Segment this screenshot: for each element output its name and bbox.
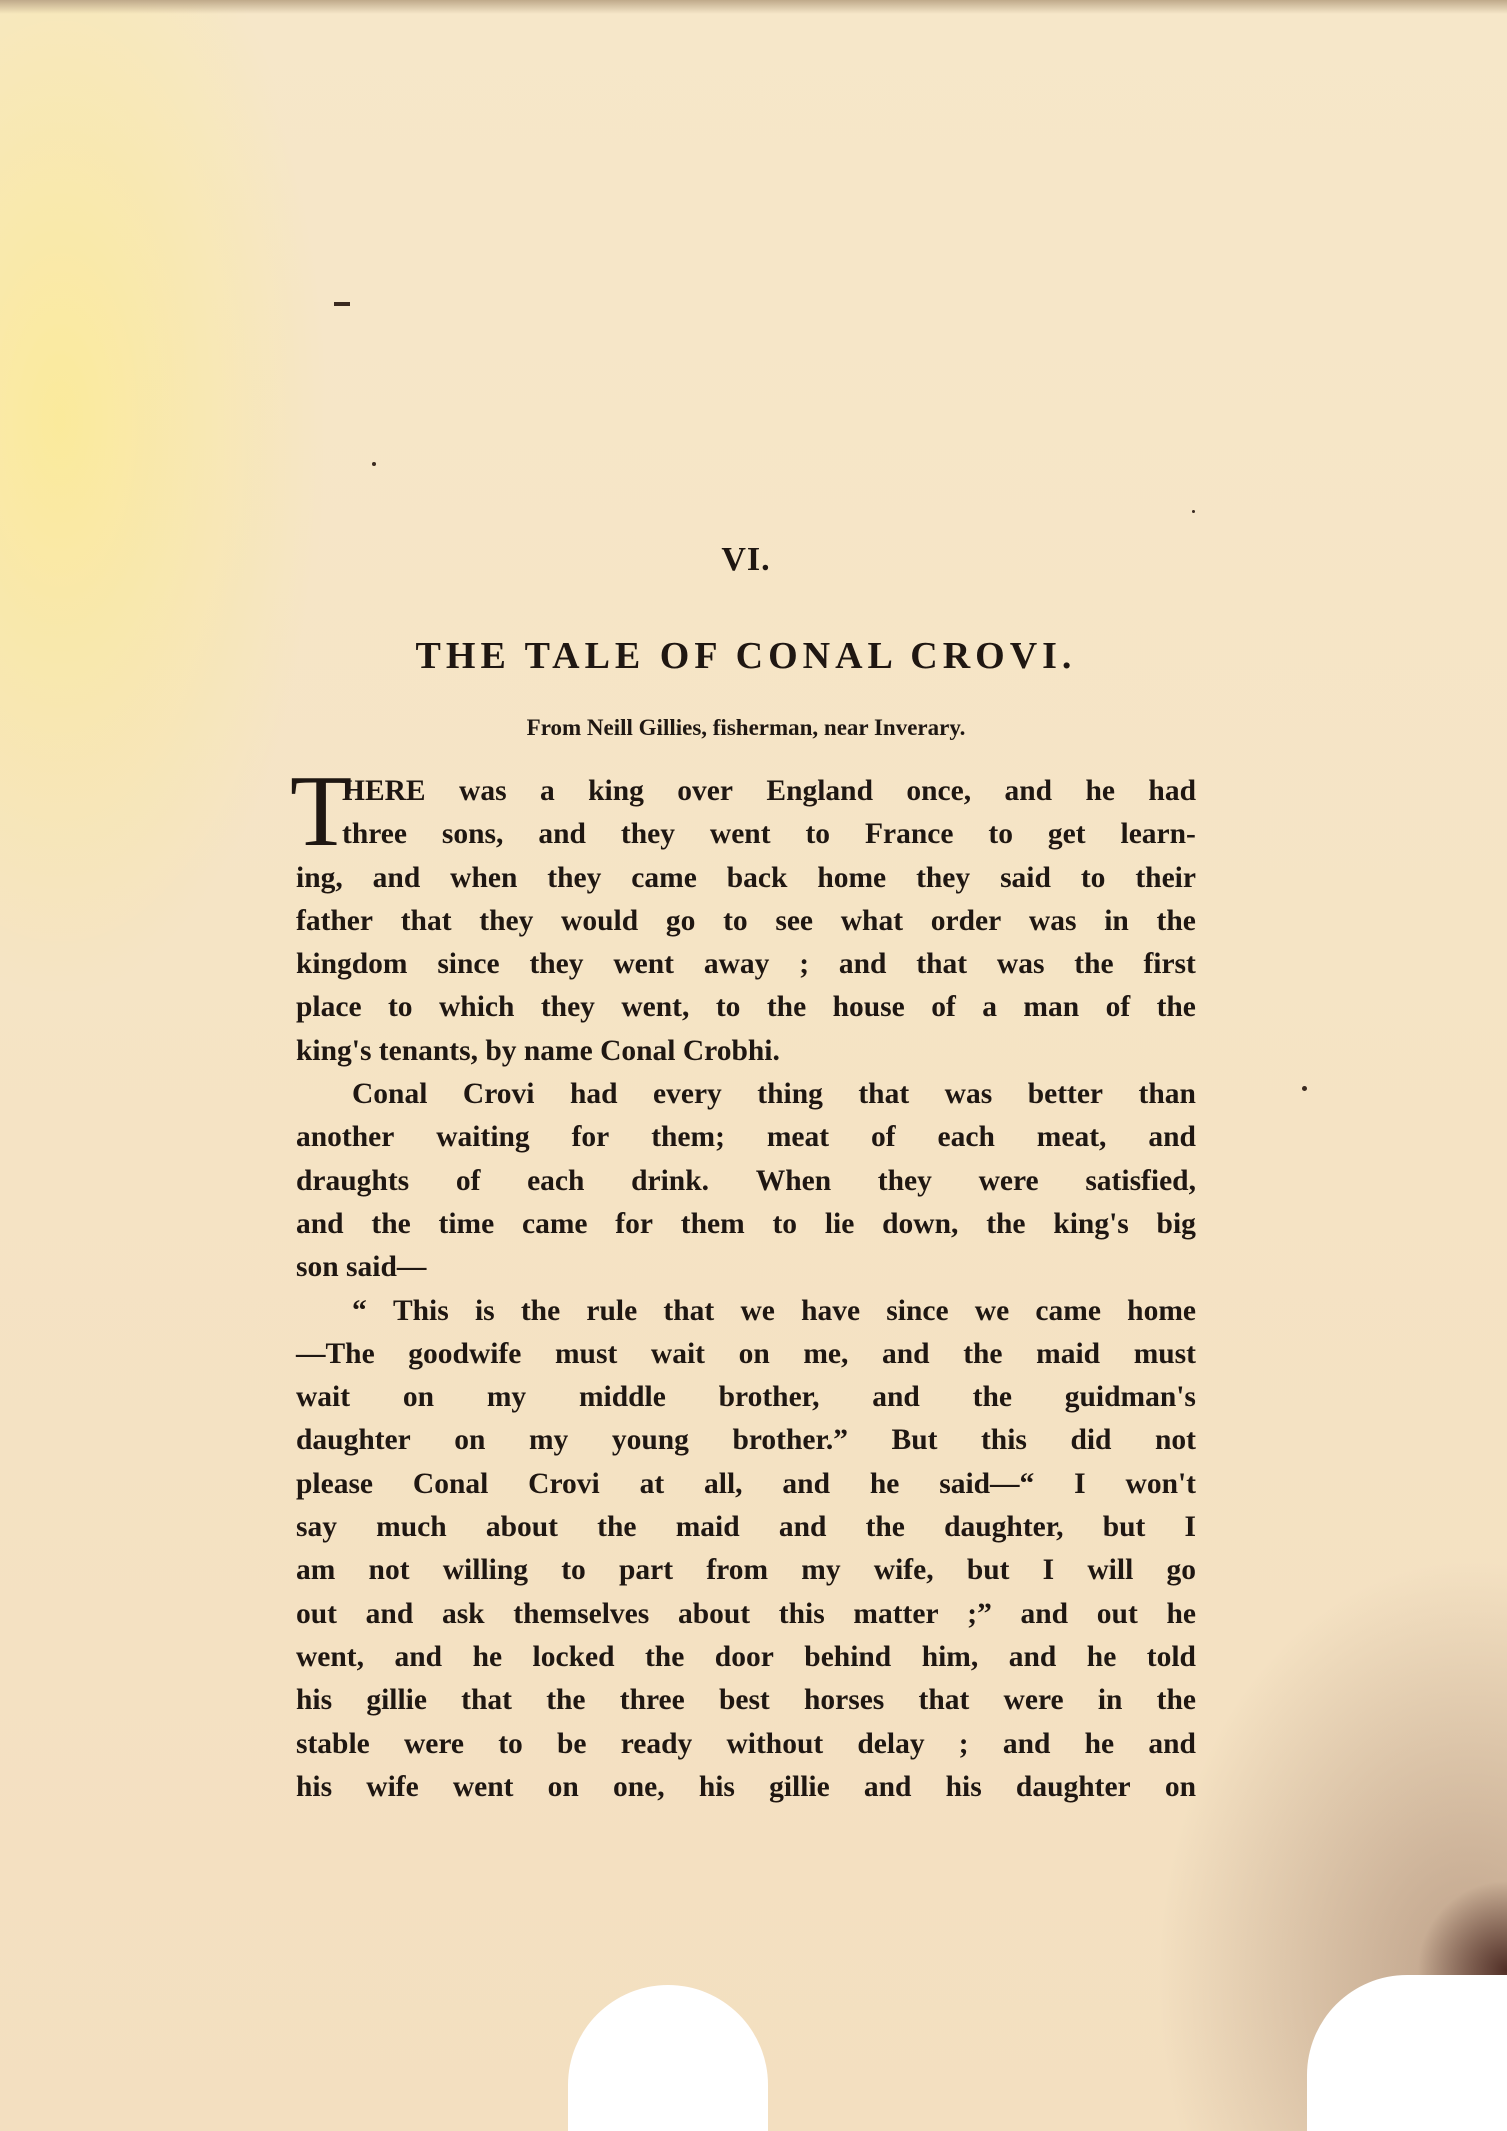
text-line: three sons, and they went to France to get learn-: [342, 818, 1196, 851]
scan-cutout-left: [568, 1985, 768, 2131]
text-line: Conal Crovi had every thing that was better than: [352, 1078, 1196, 1111]
text-line: please Conal Crovi at all, and he said—“ I won't: [296, 1467, 1196, 1500]
text-line: —The goodwife must wait on me, and the maid must: [296, 1337, 1196, 1370]
text-line: and the time came for them to lie down, the king's big: [296, 1207, 1196, 1240]
ink-speck: [1192, 510, 1195, 513]
tale-source-line: From Neill Gillies, fisherman, near Inverary.: [526, 715, 966, 740]
text-line: out and ask themselves about this matter ;” and out he: [296, 1597, 1196, 1630]
body-paragraphs: [290, 755, 1196, 1809]
text-line: wait on my middle brother, and the guidman's: [296, 1381, 1196, 1414]
text-line: kingdom since they went away ; and that was the first: [296, 948, 1196, 981]
text-line: son said—: [296, 1251, 427, 1284]
ink-speck: [372, 462, 376, 466]
ink-speck: [1302, 1086, 1307, 1091]
text-line: king's tenants, by name Conal Crobhi.: [296, 1034, 780, 1067]
text-line: ing, and when they came back home they said to their: [296, 861, 1196, 894]
page-top-edge: [0, 0, 1507, 14]
chapter-number: VI.: [721, 540, 771, 578]
text-line: am not willing to part from my wife, but I will go: [296, 1554, 1196, 1587]
text-line: “ This is the rule that we have since we came home: [352, 1294, 1196, 1327]
text-line: HERE was a king over England once, and he had: [342, 775, 1196, 807]
text-line: place to which they went, to the house of a man of the: [296, 991, 1196, 1024]
text-line: stable were to be ready without delay ; and he and: [296, 1727, 1196, 1760]
text-line: another waiting for them; meat of each meat, and: [296, 1121, 1196, 1154]
drop-cap-letter: T: [290, 755, 353, 868]
text-line: daughter on my young brother.” But this did not: [296, 1424, 1196, 1457]
chapter-title: THE TALE OF CONAL CROVI.: [415, 634, 1077, 677]
scan-cutout-right: [1307, 1975, 1507, 2131]
text-line: went, and he locked the door behind him, and he told: [296, 1640, 1196, 1673]
ink-dash-mark: [334, 302, 350, 306]
text-line: draughts of each drink. When they were satisfied,: [296, 1164, 1196, 1197]
text-line: say much about the maid and the daughter, but I: [296, 1511, 1196, 1544]
text-line: father that they would go to see what order was in the: [296, 904, 1196, 937]
text-line: his wife went on one, his gillie and his daughter on: [296, 1770, 1196, 1803]
text-line: his gillie that the three best horses that were in the: [296, 1684, 1196, 1717]
